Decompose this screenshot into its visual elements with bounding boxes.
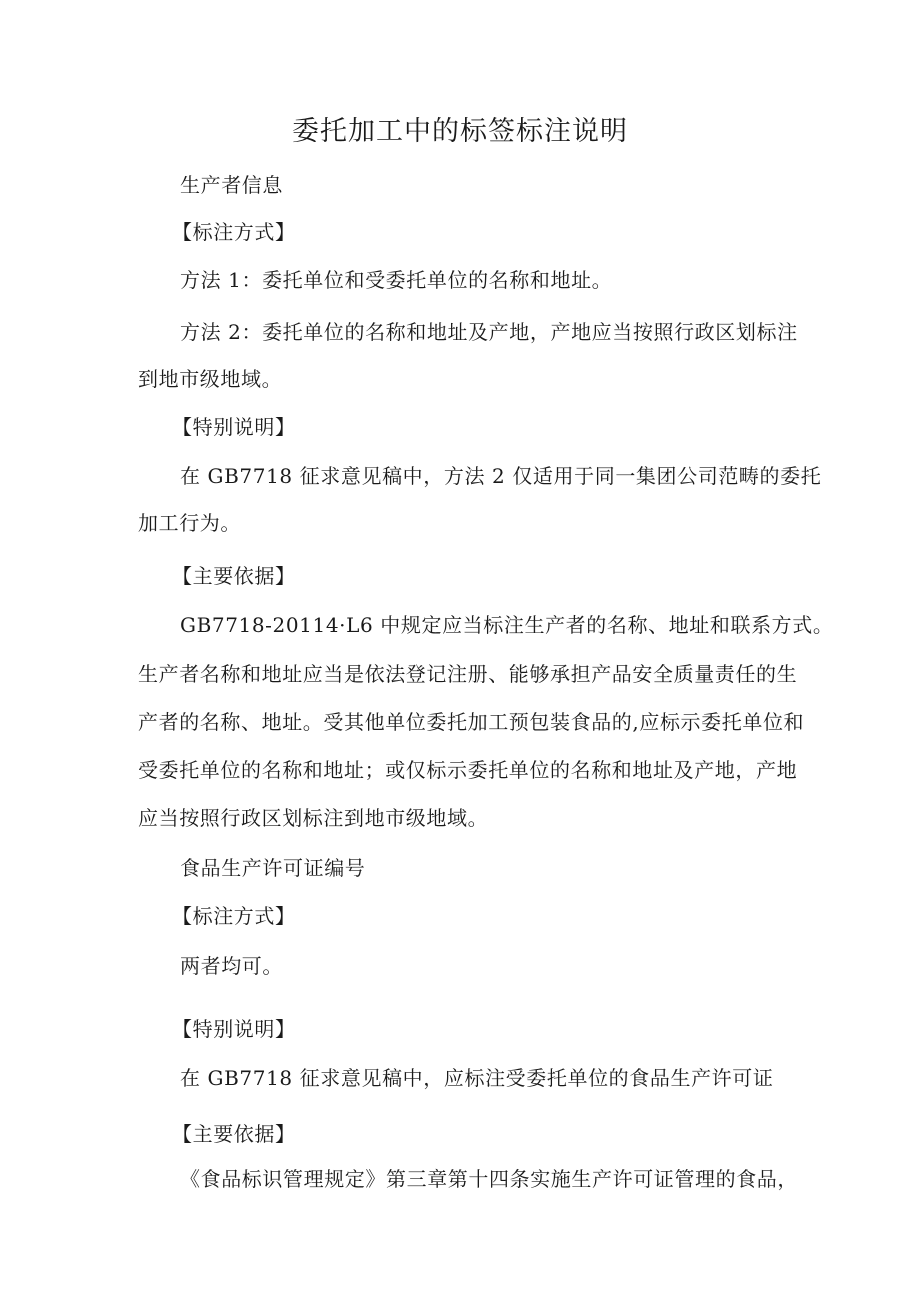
license-special-text: 在 GB7718 征求意见稿中，应标注受委托单位的食品生产许可证	[180, 1066, 774, 1090]
document-title: 委托加工中的标签标注说明	[292, 116, 628, 147]
label-basis: 【主要依据】	[172, 564, 296, 588]
label-method: 【标注方式】	[172, 220, 296, 244]
label-method-2: 【标注方式】	[172, 904, 296, 928]
section-heading-license: 食品生产许可证编号	[180, 856, 366, 880]
license-method-text: 两者均可。	[180, 954, 283, 978]
method-2-text-line-1: 方法 2：委托单位的名称和地址及产地，产地应当按照行政区划标注	[180, 320, 798, 344]
basis-text-line-3: 产者的名称、地址。受其他单位委托加工预包装食品的,应标示委托单位和	[138, 710, 805, 734]
label-basis-2: 【主要依据】	[172, 1122, 296, 1146]
license-basis-text-line-1: 《食品标识管理规定》第三章第十四条实施生产许可证管理的食品，	[180, 1167, 798, 1191]
label-special-2: 【特别说明】	[172, 1017, 296, 1041]
basis-text-line-5: 应当按照行政区划标注到地市级地域。	[138, 806, 489, 830]
special-text-line-1: 在 GB7718 征求意见稿中，方法 2 仅适用于同一集团公司范畴的委托	[180, 464, 822, 488]
section-heading-producer: 生产者信息	[180, 173, 283, 197]
method-1-text: 方法 1：委托单位和受委托单位的名称和地址。	[180, 268, 613, 292]
basis-text-line-1: GB7718-20114·L6 中规定应当标注生产者的名称、地址和联系方式。	[180, 613, 834, 637]
basis-text-line-2: 生产者名称和地址应当是依法登记注册、能够承担产品安全质量责任的生	[138, 662, 798, 686]
label-special: 【特别说明】	[172, 415, 296, 439]
method-2-text-line-2: 到地市级地域。	[138, 367, 283, 391]
basis-text-line-4: 受委托单位的名称和地址；或仅标示委托单位的名称和地址及产地，产地	[138, 758, 798, 782]
special-text-line-2: 加工行为。	[138, 511, 241, 535]
